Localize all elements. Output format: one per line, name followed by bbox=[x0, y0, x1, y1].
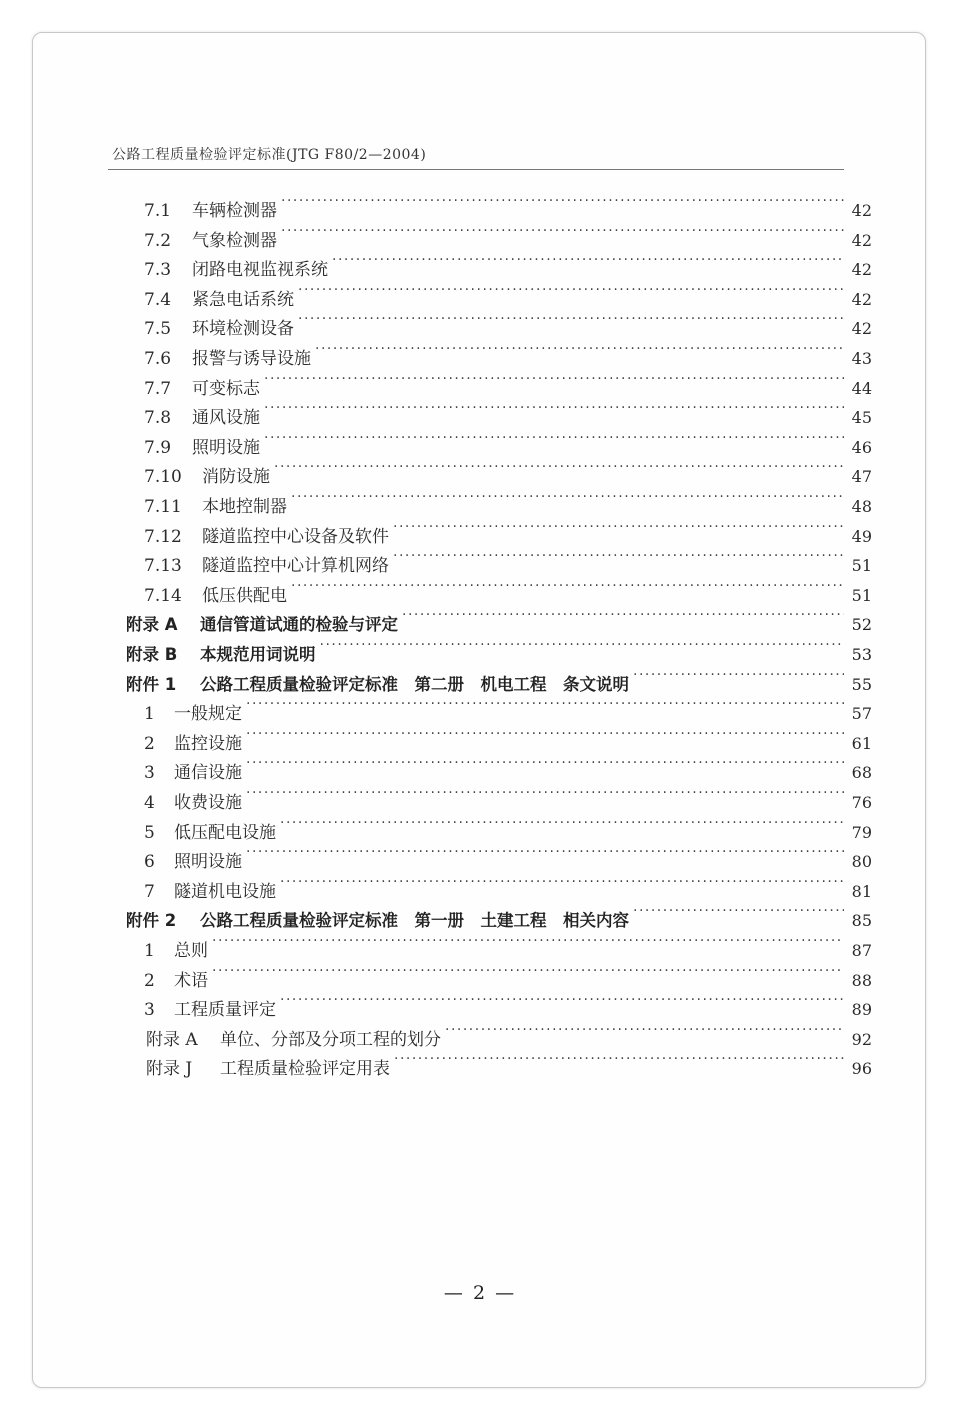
dot-leader bbox=[445, 1015, 844, 1045]
toc-entry-number: 附录 A bbox=[146, 1029, 198, 1050]
dot-leader bbox=[264, 393, 844, 423]
toc-entry-title: 监控设施 bbox=[174, 733, 242, 754]
dot-leader bbox=[291, 571, 844, 601]
toc-entry-page: 87 bbox=[851, 941, 872, 960]
toc-entry[interactable] bbox=[144, 748, 872, 784]
toc-entry[interactable] bbox=[144, 719, 872, 754]
toc-entry-page: 55 bbox=[851, 674, 872, 694]
toc-entry[interactable] bbox=[144, 808, 872, 843]
toc-entry[interactable] bbox=[144, 216, 872, 251]
toc-entry-number: 附录 A bbox=[126, 615, 178, 635]
page-number: — 2 — bbox=[443, 1282, 517, 1304]
toc-entry-page: 96 bbox=[851, 1059, 872, 1079]
toc-entry-page: 49 bbox=[851, 526, 872, 546]
toc-entry[interactable] bbox=[146, 1044, 872, 1080]
toc-entry-page: 53 bbox=[851, 645, 872, 664]
dot-leader bbox=[280, 867, 844, 897]
toc-entry-page: 57 bbox=[851, 704, 872, 724]
toc-entry-page: 92 bbox=[851, 1029, 872, 1049]
toc-entry-number: 7.5 bbox=[144, 319, 172, 340]
toc-entry-page: 45 bbox=[851, 408, 872, 428]
toc-entry-title: 低压供配电 bbox=[202, 585, 287, 606]
toc-entry-title: 工程质量评定 bbox=[174, 1000, 276, 1021]
toc-entry[interactable] bbox=[144, 334, 872, 369]
toc-appendix-entry[interactable] bbox=[126, 600, 872, 635]
toc-entry[interactable] bbox=[144, 512, 872, 547]
dot-leader bbox=[402, 600, 844, 630]
toc-entry-title: 本地控制器 bbox=[202, 497, 287, 517]
dot-leader bbox=[281, 186, 844, 216]
dot-leader bbox=[212, 926, 844, 956]
toc-entry-title: 照明设施 bbox=[192, 437, 260, 458]
toc-entry-page: 51 bbox=[851, 556, 872, 576]
toc-entry-number: 6 bbox=[144, 852, 155, 873]
toc-entry[interactable] bbox=[146, 1015, 872, 1050]
toc-appendix-entry[interactable] bbox=[126, 630, 872, 664]
dot-leader bbox=[246, 748, 844, 778]
toc-attachment-entry[interactable] bbox=[126, 896, 872, 931]
toc-entry-page: 42 bbox=[851, 230, 872, 250]
toc-entry[interactable] bbox=[144, 956, 872, 991]
toc-entry-title: 单位、分部及分项工程的划分 bbox=[220, 1029, 441, 1050]
toc-entry[interactable] bbox=[144, 452, 872, 488]
toc-entry-page: 85 bbox=[851, 911, 872, 931]
toc-entry-title: 报警与诱导设施 bbox=[192, 349, 311, 369]
toc-entry-title: 工程质量检验评定用表 bbox=[220, 1059, 390, 1080]
toc-entry[interactable] bbox=[144, 304, 872, 340]
dot-leader bbox=[246, 719, 844, 749]
toc-entry-number: 附件 2 bbox=[126, 911, 177, 931]
toc-entry-number: 7.6 bbox=[144, 349, 172, 369]
toc-entry[interactable] bbox=[144, 186, 872, 221]
toc-entry-page: 79 bbox=[851, 822, 872, 842]
dot-leader bbox=[298, 304, 844, 334]
toc-entry-number: 7.9 bbox=[144, 437, 172, 458]
toc-entry-page: 42 bbox=[851, 289, 872, 309]
toc-entry-page: 43 bbox=[851, 349, 872, 368]
toc-entry-number: 7.12 bbox=[144, 526, 182, 547]
dot-leader bbox=[280, 985, 844, 1015]
toc-entry-page: 81 bbox=[851, 881, 872, 901]
toc-entry-number: 7.7 bbox=[144, 378, 172, 399]
toc-entry-page: 51 bbox=[851, 585, 872, 605]
toc-entry-title: 隧道机电设施 bbox=[174, 881, 276, 902]
toc-entry-title: 可变标志 bbox=[192, 378, 260, 399]
toc-entry-number: 7.2 bbox=[144, 230, 172, 251]
toc-entry-title: 公路工程质量检验评定标准 第二册 机电工程 条文说明 bbox=[200, 674, 629, 694]
toc-entry-number: 4 bbox=[144, 793, 155, 813]
toc-entry-page: 42 bbox=[851, 201, 872, 220]
toc-entry-number: 7.1 bbox=[144, 201, 172, 221]
toc-entry[interactable] bbox=[144, 275, 872, 310]
toc-entry-page: 61 bbox=[851, 733, 872, 753]
dot-leader bbox=[246, 837, 844, 867]
dot-leader bbox=[246, 689, 844, 719]
dot-leader bbox=[264, 364, 844, 394]
toc-entry-page: 44 bbox=[851, 378, 872, 398]
toc-entry-title: 车辆检测器 bbox=[192, 201, 277, 221]
toc-entry-number: 7.10 bbox=[144, 467, 182, 488]
dot-leader bbox=[332, 245, 844, 275]
dot-leader bbox=[281, 216, 844, 246]
toc-entry[interactable] bbox=[144, 837, 872, 873]
toc-entry[interactable] bbox=[144, 571, 872, 606]
toc-entry-page: 68 bbox=[851, 763, 872, 783]
toc-entry-title: 术语 bbox=[174, 970, 208, 991]
toc-entry-number: 7.4 bbox=[144, 289, 172, 310]
toc-entry-number: 附录 J bbox=[146, 1059, 193, 1080]
toc-entry-number: 1 bbox=[144, 941, 155, 961]
toc-entry-page: 76 bbox=[851, 793, 872, 812]
toc-entry[interactable] bbox=[144, 689, 872, 725]
dot-leader bbox=[633, 896, 844, 926]
toc-entry-title: 气象检测器 bbox=[192, 230, 277, 251]
dot-leader bbox=[274, 452, 844, 482]
toc-entry-title: 低压配电设施 bbox=[174, 822, 276, 843]
toc-entry-page: 80 bbox=[851, 852, 872, 872]
toc-entry-number: 2 bbox=[144, 970, 155, 991]
toc-entry[interactable] bbox=[144, 482, 872, 517]
dot-leader bbox=[246, 778, 844, 808]
toc-entry[interactable] bbox=[144, 926, 872, 961]
toc-entry-title: 总则 bbox=[174, 941, 208, 961]
toc-entry-title: 收费设施 bbox=[174, 793, 242, 813]
toc-entry-page: 47 bbox=[851, 467, 872, 487]
toc-entry[interactable] bbox=[144, 364, 872, 399]
toc-entry-page: 46 bbox=[851, 437, 872, 457]
toc-entry-number: 附录 B bbox=[126, 645, 178, 664]
toc-entry-title: 通信管道试通的检验与评定 bbox=[200, 615, 398, 635]
running-header: 公路工程质量检验评定标准(JTG F80/2—2004) bbox=[112, 147, 427, 163]
toc-entry-page: 48 bbox=[851, 497, 872, 516]
dot-leader bbox=[298, 275, 844, 305]
toc-entry[interactable] bbox=[144, 541, 872, 577]
dot-leader bbox=[633, 660, 844, 690]
toc-entry-title: 环境检测设备 bbox=[192, 319, 294, 340]
toc-entry[interactable] bbox=[144, 423, 872, 458]
dot-leader bbox=[393, 512, 844, 542]
toc-entry-page: 89 bbox=[851, 1000, 872, 1020]
toc-entry-title: 隧道监控中心设备及软件 bbox=[202, 526, 389, 547]
toc-entry-page: 52 bbox=[851, 615, 872, 635]
toc-entry-number: 5 bbox=[144, 822, 155, 843]
toc-entry-number: 7.14 bbox=[144, 585, 182, 606]
toc-entry-title: 公路工程质量检验评定标准 第一册 土建工程 相关内容 bbox=[200, 911, 629, 931]
toc-entry-page: 42 bbox=[851, 319, 872, 339]
toc-entry-title: 隧道监控中心计算机网络 bbox=[202, 556, 389, 577]
dot-leader bbox=[291, 482, 844, 512]
toc-entry-number: 附件 1 bbox=[126, 674, 177, 694]
dot-leader bbox=[394, 1044, 844, 1074]
toc-entry[interactable] bbox=[144, 867, 872, 902]
toc-entry-title: 通风设施 bbox=[192, 408, 260, 429]
toc-entry-title: 一般规定 bbox=[174, 704, 242, 725]
dot-leader bbox=[315, 334, 844, 364]
toc-entry-number: 1 bbox=[144, 704, 155, 725]
toc-entry[interactable] bbox=[144, 245, 872, 281]
toc-entry-number: 2 bbox=[144, 733, 155, 754]
toc-entry-number: 7.3 bbox=[144, 260, 172, 281]
toc-entry-page: 42 bbox=[851, 260, 872, 280]
toc-attachment-entry[interactable] bbox=[126, 660, 872, 694]
toc-entry-page: 88 bbox=[851, 970, 872, 990]
toc-entry-title: 通信设施 bbox=[174, 763, 242, 784]
toc-entry-number: 7.11 bbox=[144, 497, 182, 517]
toc-entry-title: 闭路电视监视系统 bbox=[192, 260, 328, 281]
toc-entry[interactable] bbox=[144, 393, 872, 429]
dot-leader bbox=[280, 808, 844, 838]
toc-entry-title: 照明设施 bbox=[174, 852, 242, 873]
dot-leader bbox=[393, 541, 844, 571]
toc-entry-number: 3 bbox=[144, 1000, 155, 1021]
toc-entry-number: 3 bbox=[144, 763, 155, 784]
toc-entry[interactable] bbox=[144, 985, 872, 1021]
header-rule bbox=[108, 169, 844, 170]
toc-entry-title: 本规范用词说明 bbox=[200, 645, 316, 664]
toc-entry[interactable] bbox=[144, 778, 872, 813]
toc-entry-number: 7.13 bbox=[144, 556, 182, 577]
toc-entry-title: 紧急电话系统 bbox=[192, 289, 294, 310]
toc-entry-number: 7.8 bbox=[144, 408, 172, 429]
toc-entry-number: 7 bbox=[144, 881, 155, 902]
dot-leader bbox=[320, 630, 845, 660]
dot-leader bbox=[212, 956, 844, 986]
toc-entry-title: 消防设施 bbox=[202, 467, 270, 488]
dot-leader bbox=[264, 423, 844, 453]
